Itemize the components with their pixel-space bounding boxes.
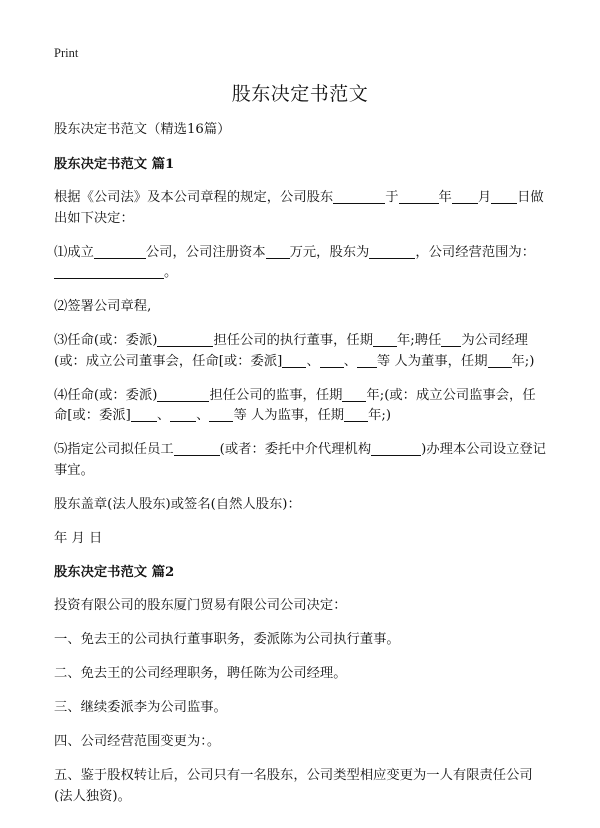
document-subtitle: 股东决定书范文（精选16篇） [54,122,231,137]
document-title: 股东决定书范文 [231,83,369,105]
section-heading-2: 股东决定书范文 篇2 [54,564,175,580]
item-3: ⑶任命(或：委派) 担任公司的执行董事，任期 年;聘任 为公司经理(或：成立公司董事会，任命[或：委派] 、 、 等 人为董事，任期 年;) [54,333,535,369]
blank-field [157,386,209,402]
blank-field [266,243,290,259]
blank-field [209,406,233,422]
blank-field [170,406,196,422]
paragraph: 五、鉴于股权转让后，公司只有一名股东，公司类型相应变更为一人有限责任公司(法人独资)。 [54,768,533,804]
blank-field [174,440,220,456]
blank-field [399,188,439,204]
section-heading-1: 股东决定书范文 篇1 [54,156,175,172]
paragraph: 四、公司经营范围变更为：。 [54,734,221,749]
paragraph: 投资有限公司的股东厦门贸易有限公司公司决定： [54,598,347,613]
intro-paragraph: 根据《公司法》及本公司章程的规定，公司股东 于 年 月 日做出如下决定： [54,190,544,226]
item-5: ⑸指定公司拟任员工 (或者：委托中介代理机构 )办理本公司设立登记事宜。 [54,442,546,478]
print-link[interactable]: Print [54,46,79,60]
blank-field [333,188,385,204]
blank-field [157,331,213,347]
blank-field [131,406,157,422]
blank-field [357,352,377,368]
item-2: ⑵签署公司章程, [54,299,152,314]
blank-field [441,331,461,347]
blank-field [54,263,164,279]
blank-field [282,352,306,368]
blank-field [491,188,517,204]
blank-field [452,188,478,204]
blank-field [320,352,344,368]
blank-field [94,243,146,259]
item-4: ⑷任命(或：委派) 担任公司的监事，任期 年;(或：成立公司监事会，任命[或：委派] 、 、 等 人为监事，任期 年;) [54,387,536,423]
item-1: ⑴成立 公司，公司注册资本 万元，股东为 ，公司经营范围为：。 [54,244,536,280]
blank-field [369,243,415,259]
signature-line: 股东盖章(法人股东)或签名(自然人股东)： [54,496,301,512]
date-line: 年 月 日 [54,530,103,546]
document-body [54,120,546,821]
blank-field [373,331,397,347]
paragraph: 三、继续委派李为公司监事。 [54,700,227,715]
blank-field [342,386,366,402]
blank-field [344,406,368,422]
paragraph: 一、免去王的公司执行董事职务，委派陈为公司执行董事。 [54,632,400,647]
paragraph: 二、免去王的公司经理职务，聘任陈为公司经理。 [54,666,347,681]
blank-field [488,352,512,368]
blank-field [371,440,421,456]
